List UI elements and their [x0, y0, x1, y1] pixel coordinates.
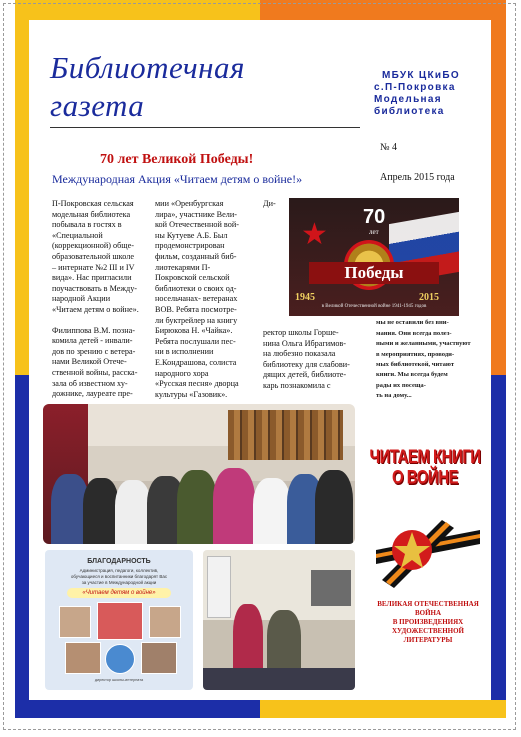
- certificate-title: БЛАГОДАРНОСТЬ: [87, 558, 151, 565]
- certificate-photo: [65, 642, 101, 674]
- certificate-photo: [141, 642, 177, 674]
- stamp-seal: [105, 644, 135, 674]
- column-1-paragraph-1: П-Покровская сельская модельная библиотека побывала в гостях в «Специальной (коррекционной) обще- образовательной школе – интернате №2 III и IV вида». Нас пригласили поучаствовать в Между- народной Акции «Читаем детям о войне».: [52, 199, 139, 314]
- wall-clocks-shape: [311, 570, 351, 606]
- st-george-ribbon-icon: [372, 510, 484, 590]
- article-column-3: [263, 328, 369, 392]
- newspaper-title-line1: Библиотечная: [50, 50, 245, 85]
- person-silhouette: [315, 470, 353, 544]
- column-1-paragraph-2: Филиппова В.М. позна- комила детей - инвали- дов по зрению с ветера- нами Великой Отече- ственной войны, расска- зала об известном ху- дожнике, лауреате пре-: [52, 325, 138, 399]
- org-name: МБУК ЦКиБО: [382, 70, 460, 81]
- article-column-2: [155, 199, 257, 400]
- person-silhouette: [115, 480, 151, 544]
- person-silhouette: [267, 610, 301, 674]
- article-subheadline: Международная Акция «Читаем детям о войне!»: [52, 172, 303, 186]
- title-divider: [50, 127, 360, 128]
- certificate-photo: [97, 602, 143, 640]
- victory-poster-image: [289, 198, 459, 316]
- poster-number: 70: [363, 206, 386, 228]
- aside-text: мы не оставили без вни- мания. Они всегда полез- ными и желанными, участвуют в мероприятиях, проводи- мых библиотекой, читают книги. Мы всегда будем рады их посеща- ть на дому...: [376, 319, 471, 400]
- certificate-banner: «Читаем детям о войне»: [67, 588, 171, 598]
- certificate-image: [45, 550, 193, 690]
- poster-number-sub: лет: [369, 228, 379, 236]
- issue-date: Апрель 2015 года: [380, 172, 455, 183]
- star-icon: ★: [301, 218, 328, 251]
- poster-year-start: 1945: [295, 292, 315, 303]
- issue-number: № 4: [380, 142, 398, 153]
- classroom-photo: [203, 550, 355, 690]
- certificate-photo: [149, 606, 181, 638]
- person-silhouette: [177, 470, 217, 544]
- column-2-paragraph-1: мии «Оренбургская лира», участнике Вели- кой Отечественной вой- ны Кутуеве А.Б. Был продемонстрирован фильм, созданный биб- лиотекарями П- Покровской сельской библиотеки о своих од- носельчанах- ветеранах ВОВ. Ребята посмотре- ли буктрейлер на книгу Бирюкова Н. «Чайка». Ребята послушали пес- ни в исполнении Е.Кондрашова, солиста народного хора «Русская песня» дворца культуры «Газовик».: [155, 199, 239, 399]
- certificate-footer: директор школы-интерната: [94, 678, 144, 682]
- war-literature-caption: ВЕЛИКАЯ ОТЕЧЕСТВЕННАЯ ВОЙНА В ПРОИЗВЕДЕНИЯХ ХУДОЖЕСТВЕННОЙ ЛИТЕРАТУРЫ: [377, 600, 479, 644]
- column-3-paragraph-1: ректор школы Горше- нина Ольга Ибрагимов- на любезно показала библиотеку для слабови- дящих детей, библиоте- карь познакомила с: [263, 328, 350, 390]
- person-silhouette: [253, 478, 291, 544]
- bookshelf-shape: [228, 410, 343, 460]
- person-silhouette: [233, 604, 263, 674]
- certificate-body: Администрация, педагоги, коллектив, обучающиеся и воспитанники благодарят Вас за участие в Международной акции: [70, 568, 168, 585]
- newspaper-title-line2: газета: [50, 88, 145, 123]
- org-type: Модельная: [374, 94, 442, 105]
- poster-caption: в Великой Отечественной войне 1941-1945 годов: [321, 304, 427, 309]
- article-headline: 70 лет Великой Победы!: [100, 152, 254, 167]
- article-column-1: [52, 199, 154, 400]
- person-silhouette: [213, 468, 255, 544]
- org-library: библиотека: [374, 106, 445, 117]
- desk-shape: [203, 668, 355, 690]
- poster-year-end: 2015: [419, 292, 439, 303]
- org-village: с.П-Покровка: [374, 82, 456, 93]
- window-shape: [207, 556, 231, 618]
- poster-word: Победы: [309, 262, 439, 284]
- certificate-photo: [59, 606, 91, 638]
- person-silhouette: [83, 478, 119, 544]
- column-3-fragment: Ди-: [263, 199, 276, 208]
- group-photo: [43, 404, 355, 544]
- read-books-banner: ЧИТАЕМ КНИГИ О ВОЙНЕ: [369, 445, 481, 489]
